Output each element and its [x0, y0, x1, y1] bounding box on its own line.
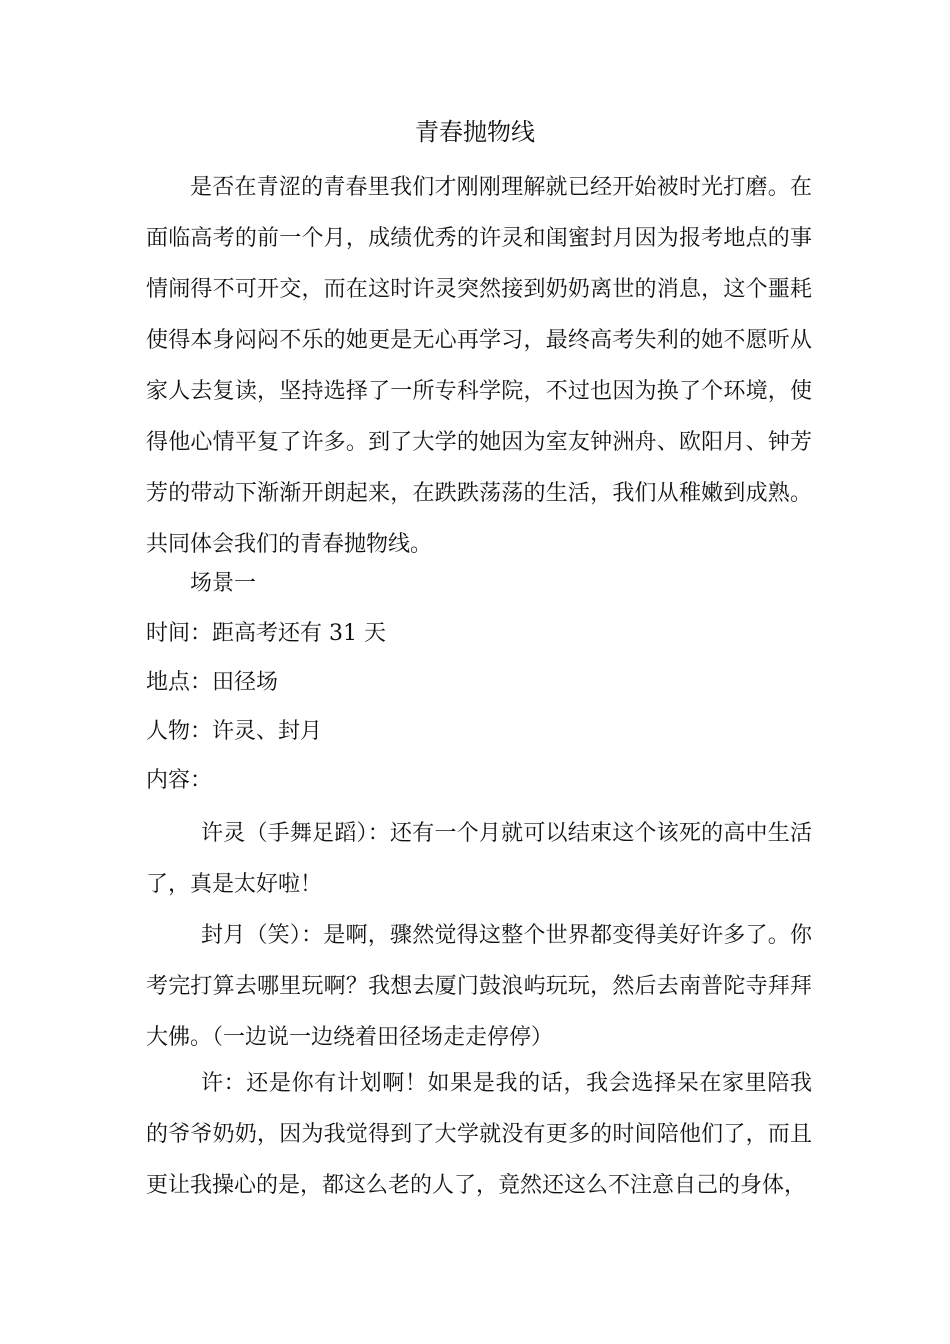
dialogue-line: 封月（笑）：是啊，骤然觉得这整个世界都变得美好许多了。你考完打算去哪里玩啊？我想去厦门鼓浪屿玩玩，然后去南普陀寺拜拜大佛。（一边说一边绕着田径场走走停停）: [146, 923, 812, 1050]
scene-characters: 人物：许灵、封月: [146, 719, 323, 744]
dialogue-line: 许灵（手舞足蹈）：还有一个月就可以结束这个该死的高中生活了，真是太好啦！: [146, 821, 812, 897]
dialogue-line: 许：还是你有计划啊！如果是我的话，我会选择呆在家里陪我的爷爷奶奶，因为我觉得到了大学就没有更多的时间陪他们了，而且更让我操心的是，都这么老的人了，竟然还这么不注意自己的身体，: [146, 1071, 812, 1198]
scene-place: 地点：田径场: [146, 670, 279, 695]
scene-time: 时间：距高考还有 31 天: [146, 621, 386, 646]
scene-heading: 场景一: [190, 571, 257, 596]
synopsis-paragraph: 是否在青涩的青春里我们才刚刚理解就已经开始被时光打磨。在面临高考的前一个月，成绩优秀的许灵和闺蜜封月因为报考地点的事情闹得不可开交，而在这时许灵突然接到奶奶离世的消息，这个噩耗使得本身闷闷不乐的她更是无心再学习，最终高考失利的她不愿听从家人去复读，坚持选择了一所专科学院，不过也因为换了个环境，使得他心情平复了许多。到了大学的她因为室友钟洲舟、欧阳月、钟芳芳的带动下渐渐开朗起来，在跌跌荡荡的生活，我们从稚嫩到成熟。共同体会我们的青春抛物线。: [146, 175, 812, 557]
scene-content-label: 内容：: [146, 768, 213, 793]
document-title: 青春抛物线: [415, 118, 535, 146]
